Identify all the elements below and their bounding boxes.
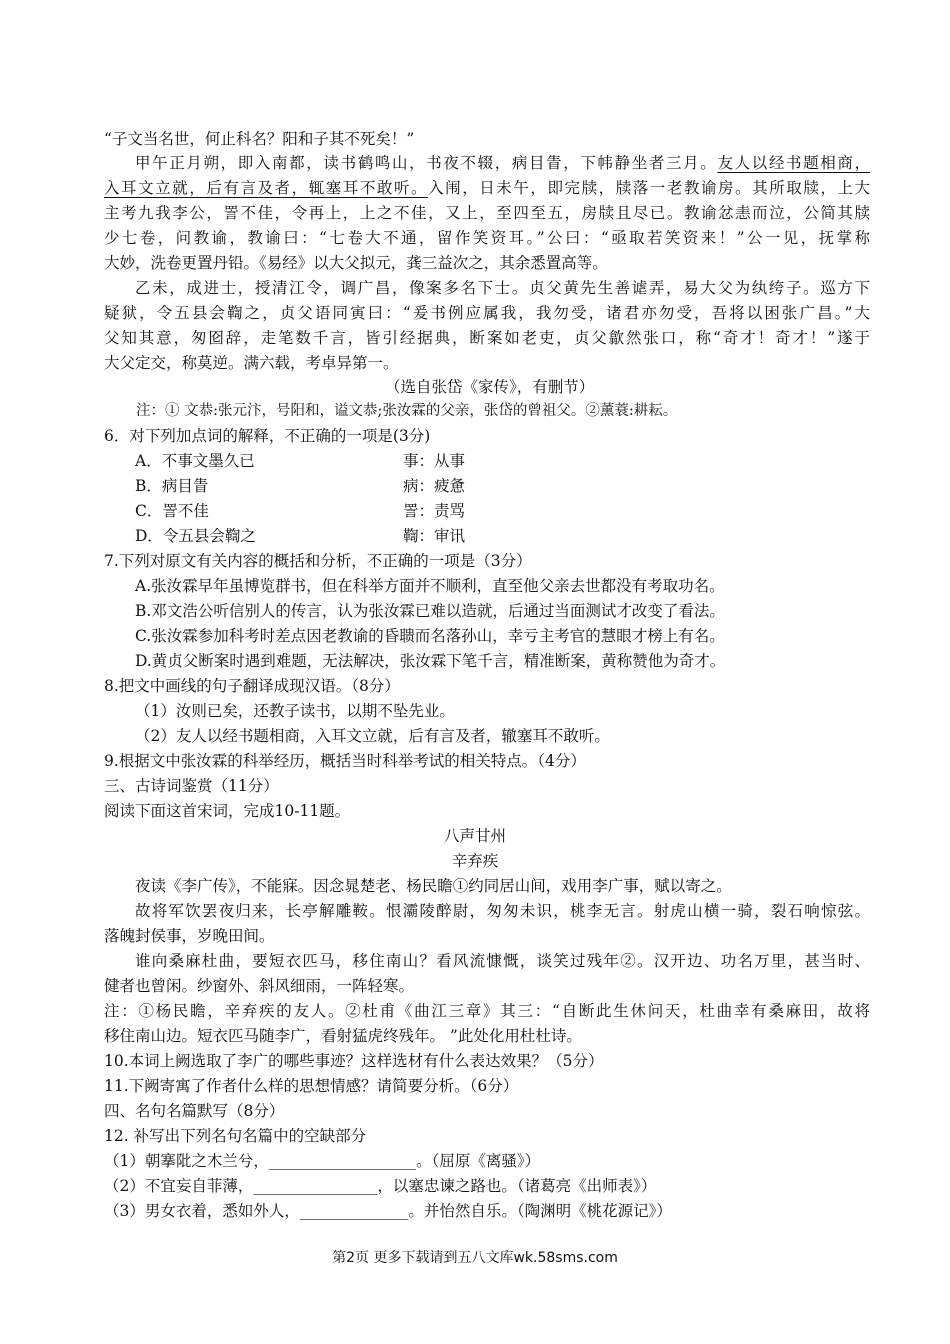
- poem-title: 八声甘州: [443, 827, 506, 845]
- page-footer: 第2页 更多下载请到五八文库wk.58sms.com: [332, 1250, 618, 1266]
- passage-p2-line-2: 疑狱，令五县会鞫之，贞父语同寅曰：“爰书例应属我，我勿受，诸君亦勿受，吾将以困张广昌。”大: [104, 304, 870, 322]
- passage-p1-text: 入闱，日未午，即完牍，牍落一老教谕房。其所取牍，上大: [428, 179, 870, 197]
- poem-author: 辛弃疾: [451, 852, 499, 870]
- passage-p2-line-4: 大父定交，称莫逆。满六载，考卓异第一。: [104, 354, 399, 372]
- question-6-option-b: B．病目眚: [135, 477, 209, 495]
- poem-note-line-2: 移住南山边。短衣匹马随李广，看射猛虎终残年。 ”此处化用杜杜诗。: [104, 1027, 582, 1045]
- passage-p1-line-5: 大妙，洗卷更置丹铅。《易经》以大父拟元，龚三益次之，其余悉置高等。: [104, 254, 608, 272]
- poem-stanza-2-line-1: [104, 950, 870, 972]
- passage-p2-text: 乙未，成进士，授清江令，调广昌，像案多名下士。贞父黄先生善谑弄，易大父为纨绔子。巡方下: [135, 279, 870, 297]
- question-9-stem: 9.根据文中张汝霖的科举经历，概括当时科举考试的相关特点。（4分）: [104, 752, 586, 770]
- question-7-option-c: C.张汝霖参加科考时差点因老教谕的昏聩而名落孙山，幸亏主考官的慧眼才榜上有名。: [135, 627, 725, 645]
- section-3-title: 三、古诗词鉴赏（11分）: [104, 777, 279, 795]
- passage-p1-line-4: 少七卷，问教谕，教谕曰：“七卷大不通，留作笑资耳。”公曰：“亟取若笑资来！”公一见，抚掌称: [104, 229, 870, 247]
- question-6-gloss-d: 鞫：审讯: [403, 527, 466, 545]
- question-7-option-b: B.邓文浩公听信别人的传言，认为张汝霖已难以造就，后通过当面测试才改变了看法。: [135, 602, 725, 620]
- section-3-intro: 阅读下面这首宋词，完成10-11题。: [104, 802, 351, 820]
- question-7-option-a: A.张汝霖早年虽博览群书，但在科举方面并不顺利，直至他父亲去世都没有考取功名。: [135, 577, 725, 595]
- question-6-option-c: C．詈不佳: [135, 502, 209, 520]
- underlined-sentence-1: 友人以经书题相商，: [717, 154, 870, 172]
- passage-note: 注：① 文恭:张元汴，号阳和，谥文恭;张汝霖的父亲，张岱的曾祖父。②薰蓑:耕耘。: [136, 403, 678, 419]
- question-6-gloss-c: 詈：责骂: [403, 502, 466, 520]
- poem-stanza-2-line-2: 健者也曾闲。纱窗外、斜风细雨，一阵轻寒。: [104, 977, 415, 995]
- question-7-option-d: D.黄贞父断案时遇到难题，无法解决，张汝霖下笔千言，精准断案，黄称赞他为奇才。: [135, 652, 726, 670]
- poem-text: 故将军饮罢夜归来，长亭解雕鞍。恨灞陵醉尉，匆匆未识，桃李无言。射虎山横一骑，裂石响惊弦。: [135, 902, 870, 920]
- poem-text: 谁向桑麻杜曲，要短衣匹马，移住南山？看风流慷慨，谈笑过残年②。汉开边、功名万里，甚当时、: [135, 952, 870, 970]
- question-6-option-d: D．令五县会鞫之: [135, 527, 256, 545]
- passage-p1-line-3: 主考九我李公，詈不佳，令再上，上之不佳，又上，至四至五，房牍且尽已。教谕忿恚而泣，公简其牍: [104, 204, 870, 222]
- question-6-gloss-b: 病：疲惫: [403, 477, 466, 495]
- passage-p1-text: 甲午正月朔，即入南都，读书鹤鸣山，书夜不辍，病目眚，下帏静坐者三月。: [135, 154, 718, 172]
- underlined-sentence-2: 入耳文立就，后有言及者，辄塞耳不敢听。: [104, 179, 429, 197]
- question-12-item-1: （1）朝搴阰之木兰兮，___________________。（屈原《离骚》）: [104, 1152, 541, 1170]
- question-12-item-3: （3）男女衣着，悉如外人，______________。并怡然自乐。（陶渊明《桃花源记》）: [104, 1202, 672, 1220]
- question-11-stem: 11.下阙寄寓了作者什么样的思想情感？请简要分析。（6分）: [104, 1077, 519, 1095]
- question-6-gloss-a: 事：从事: [403, 452, 466, 470]
- passage-quote-line: “子文当名世，何止科名？阳和子其不死矣！”: [104, 130, 415, 148]
- poem-stanza-1-line-2: 落魄封侯事，岁晚田间。: [104, 927, 275, 945]
- question-10-stem: 10.本词上阙选取了李广的哪些事迹？这样选材有什么表达效果？（5分）: [104, 1052, 604, 1070]
- section-4-title: 四、名句名篇默写（8分）: [104, 1102, 285, 1120]
- question-8-item-2: （2）友人以经书题相商，入耳文立就，后有言及者，辙塞耳不敢听。: [135, 727, 610, 745]
- question-6-option-a: A．不事文墨久已: [135, 452, 255, 470]
- passage-p1-line-1: [104, 152, 870, 174]
- question-12-stem: 12. 补写出下列名句名篇中的空缺部分: [104, 1127, 367, 1145]
- question-6-stem: 6．对下列加点词的解释，不正确的一项是(3分): [104, 427, 431, 445]
- passage-p1-line-2: [104, 177, 870, 199]
- question-12-item-2: （2）不宜妄自菲薄，________________，以塞忠谏之路也。（诸葛亮《出师表》）: [104, 1177, 657, 1195]
- question-7-stem: 7.下列对原文有关内容的概括和分析，不正确的一项是（3分）: [104, 552, 532, 570]
- poem-stanza-1-line-1: [104, 900, 870, 922]
- poem-note-line-1: 注：①杨民瞻，辛弃疾的友人。②杜甫《曲江三章》其三：“自断此生休问天，杜曲幸有桑麻田，故将: [104, 1002, 870, 1020]
- passage-p2-line-3: 父知其意，匆囵辞，走笔数千言，皆引经据典，断案如老吏，贞父歙然张口，称“奇才！奇才！”遂于: [104, 329, 870, 347]
- passage-p2-line-1: [104, 277, 870, 299]
- passage-source: （选自张岱《家传》，有删节）: [385, 378, 595, 396]
- poem-preface: 夜读《李广传》，不能寐。因念晁楚老、杨民瞻①约同居山间，戏用李广事，赋以寄之。: [135, 877, 732, 895]
- question-8-stem: 8.把文中画线的句子翻译成现汉语。（8分）: [104, 677, 400, 695]
- question-8-item-1: （1）汝则已矣，还教子读书，以期不坠先业。: [135, 702, 455, 720]
